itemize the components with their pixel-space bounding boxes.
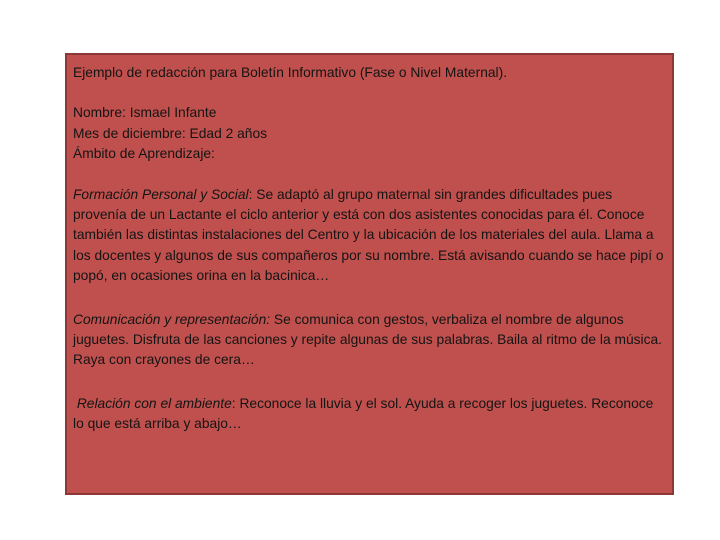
newsletter-card bbox=[65, 53, 674, 495]
learning-area-label: Ámbito de Aprendizaje: bbox=[73, 146, 215, 162]
spacer bbox=[73, 165, 666, 185]
spacer bbox=[73, 83, 666, 103]
spacer bbox=[73, 287, 666, 310]
month-age: Mes de diciembre: Edad 2 años bbox=[73, 125, 268, 141]
section-personal-social bbox=[73, 185, 666, 287]
section-heading: Formación Personal y Social bbox=[73, 186, 249, 202]
document-title: Ejemplo de redacción para Boletín Informativo (Fase o Nivel Maternal). bbox=[73, 65, 508, 80]
section-heading: Relación con el ambiente bbox=[73, 395, 232, 411]
section-communication bbox=[73, 310, 666, 371]
section-text: : Se adaptó al grupo maternal sin grandes dificultades pues provenía de un Lactante el ciclo anterior y está con dos asistentes conocidas para él. Conoce también las distintas instalaciones del Centro y la ubicación de los materiales del aula. Llama a los docentes y algunos de sus compañeros por su nombre. Está avisando cuando se hace pipí o popó, en ocasiones orina en la bacinica… bbox=[73, 186, 664, 284]
student-name: Nombre: Ismael Infante bbox=[73, 105, 217, 121]
spacer bbox=[73, 371, 666, 394]
section-text: Se comunica con gestos, verbaliza el nombre de algunos juguetes. Disfruta de las canciones y repite algunas de sus palabras. Baila al ritmo de la música. Raya con crayones de cera… bbox=[73, 311, 662, 368]
section-environment bbox=[73, 394, 666, 435]
section-text: : Reconoce la lluvia y el sol. Ayuda a recoger los juguetes. Reconoce lo que está arriba y abajo… bbox=[73, 395, 654, 432]
section-heading: Comunicación y representación: bbox=[73, 311, 271, 327]
